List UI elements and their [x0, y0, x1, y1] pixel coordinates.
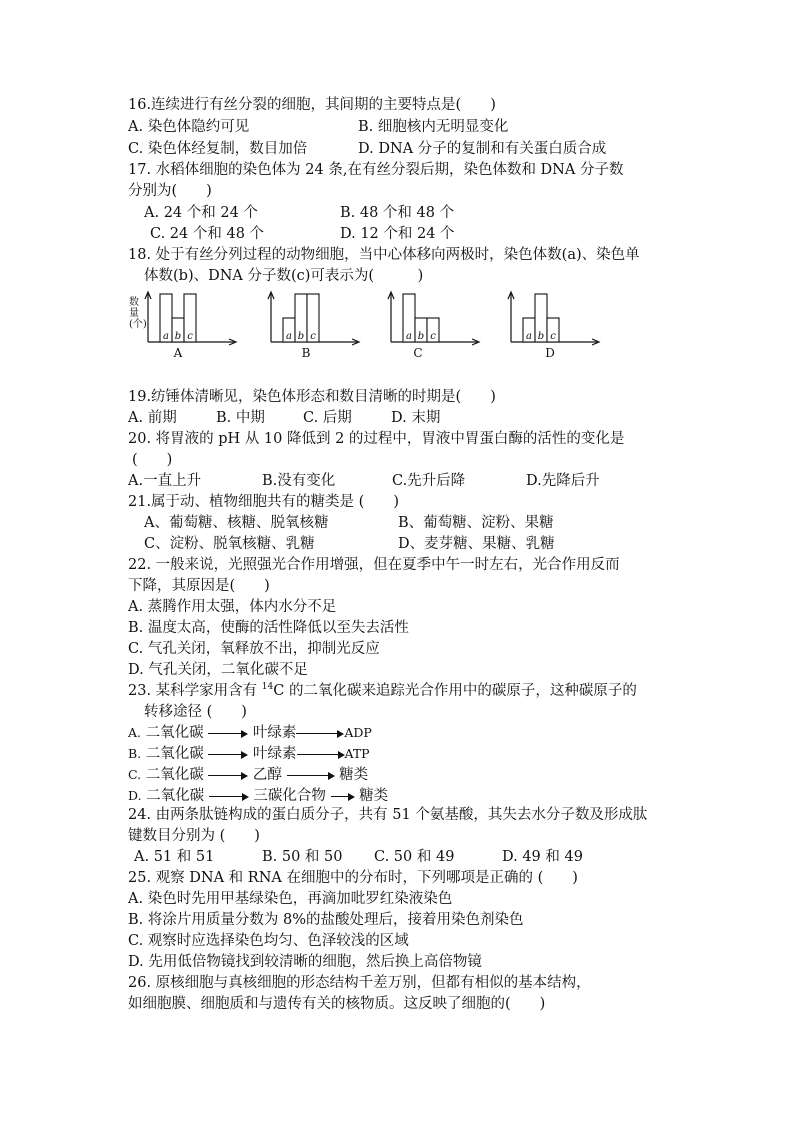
q16-option-a: A. 染色体隐约可见: [128, 119, 250, 135]
arrow-right-icon: [208, 770, 248, 780]
q24-stem-line1: 24. 由两条肽链构成的蛋白质分子，共有 51 个氨基酸，其失去水分子数及形成肽: [128, 807, 648, 823]
q22-option-b: B. 温度太高，使酶的活性降低以至失去活性: [128, 620, 409, 636]
q24-option-a: A. 51 和 51: [134, 849, 215, 865]
q19-option-d: D. 末期: [391, 410, 441, 426]
q23-option-a-step2: 叶绿素: [252, 725, 297, 741]
q23-option-b-step1: 二氧化碳: [145, 746, 204, 762]
arrow-right-icon: [297, 749, 345, 759]
chart-a-bar-label-b: b: [174, 331, 182, 342]
q23-option-c-letter: C.: [128, 767, 142, 782]
q18-chart-label-b: B: [301, 346, 311, 360]
q18-chart-svg: [385, 290, 485, 362]
q20-option-d: D.先降后升: [526, 473, 600, 489]
arrow-right-icon: [287, 770, 335, 780]
q23-stem-post: C 的二氧化碳来追踪光合作用中的碳原子，这种碳原子的: [273, 683, 637, 699]
q23-option-d-step2: 三碳化合物: [253, 788, 326, 804]
q18-stem-line1: 18. 处于有丝分列过程的动物细胞，当中心体移向两极时，染色体数(a)、染色单: [128, 247, 640, 263]
q22-stem-line2: 下降，其原因是( ): [128, 578, 270, 594]
q23-stem-line2: 转移途径 ( ): [144, 704, 247, 720]
q21-stem: 21.属于动、植物细胞共有的糖类是 ( ): [128, 494, 399, 510]
arrow-right-icon: [296, 728, 344, 738]
q20-stem-line2: ( ): [132, 452, 173, 468]
q23-option-a-step3: ADP: [344, 725, 372, 740]
q23-option-b: [128, 744, 370, 764]
q23-option-c-step2: 乙醇: [252, 767, 282, 783]
q23-stem-line1: [128, 681, 637, 701]
q20-stem-line1: 20. 将胃液的 pH 从 10 降低到 2 的过程中，胃液中胃蛋白酶的活性的变化是: [128, 431, 625, 447]
q23-option-b-step3: ATP: [344, 746, 370, 761]
q18-chart-label-d: D: [545, 346, 555, 360]
q23-option-a-letter: A.: [128, 725, 142, 740]
q21-option-a: A、葡萄糖、核糖、脱氧核糖: [144, 515, 329, 531]
arrow-right-icon: [208, 749, 248, 759]
q25-option-d: D. 先用低倍物镜找到较清晰的细胞，然后换上高倍物镜: [128, 954, 482, 970]
q22-option-d: D. 气孔关闭，二氧化碳不足: [128, 662, 308, 678]
arrow-right-icon: [208, 728, 248, 738]
q16-option-c: C. 染色体经复制，数目加倍: [128, 141, 308, 157]
q19-option-a: A. 前期: [128, 410, 177, 426]
q23-option-d: [128, 786, 388, 806]
q19-option-b: B. 中期: [216, 410, 265, 426]
chart-d-bar-label-b: b: [537, 331, 545, 342]
q17-option-c: C. 24 个和 48 个: [150, 226, 265, 242]
q26-stem-line2: 如细胞膜、细胞质和与遗传有关的核物质。这反映了细胞的( ): [128, 996, 546, 1012]
q22-stem-line1: 22. 一般来说，光照强光合作用增强，但在夏季中午一时左右，光合作用反而: [128, 557, 620, 573]
q17-option-a: A. 24 个和 24 个: [144, 205, 258, 221]
q24-option-b: B. 50 和 50: [262, 849, 343, 865]
q23-option-a: [128, 723, 372, 743]
q23-option-c-step3: 糖类: [339, 767, 369, 783]
q18-chart-c: [385, 290, 485, 362]
q16-option-d: D. DNA 分子的复制和有关蛋白质合成: [358, 141, 607, 157]
q18-stem-line2: 体数(b)、DNA 分子数(c)可表示为( ): [144, 268, 424, 284]
chart-d-bar-label-a: a: [526, 331, 532, 342]
q25-option-a: A. 染色时先用甲基绿染色，再滴加吡罗红染液染色: [128, 891, 453, 907]
q19-stem: 19.纺锤体清晰见，染色体形态和数目清晰的时期是( ): [128, 389, 496, 405]
chart-b-bar-label-b: b: [297, 331, 305, 342]
chart-b-bar-label-a: a: [286, 331, 292, 342]
q17-stem-line2: 分别为( ): [128, 183, 212, 199]
q25-stem: 25. 观察 DNA 和 RNA 在细胞中的分布时，下列哪项是正确的 ( ): [128, 870, 578, 886]
q26-stem-line1: 26. 原核细胞与真核细胞的形态结构千差万别，但都有相似的基本结构，: [128, 975, 591, 991]
q23-option-d-letter: D.: [128, 788, 142, 803]
q23-option-c-step1: 二氧化碳: [145, 767, 204, 783]
q23-option-b-step2: 叶绿素: [253, 746, 297, 762]
q21-option-c: C、淀粉、脱氧核糖、乳糖: [144, 536, 315, 552]
chart-b-bar-label-c: c: [310, 331, 316, 342]
q20-option-c: C.先升后降: [392, 473, 466, 489]
q17-option-d: D. 12 个和 24 个: [340, 226, 455, 242]
chart-a-bar-label-a: a: [163, 331, 169, 342]
arrow-right-icon: [209, 791, 249, 801]
arrow-right-icon: [331, 791, 355, 801]
chart-d-bar-label-c: c: [550, 331, 556, 342]
q18-chart-label-a: A: [173, 346, 183, 360]
q24-option-d: D. 49 和 49: [502, 849, 583, 865]
q16-stem: 16.连续进行有丝分裂的细胞，其间期的主要特点是( ): [128, 97, 496, 113]
q23-option-b-letter: B.: [128, 746, 142, 761]
q17-stem-line1: 17. 水稻体细胞的染色体为 24 条,在有丝分裂后期，染色体数和 DNA 分子数: [128, 162, 624, 178]
chart-a-bar-label-c: c: [187, 331, 193, 342]
q24-stem-line2: 键数目分别为 ( ): [128, 828, 260, 844]
q24-option-c: C. 50 和 49: [374, 849, 455, 865]
q21-option-b: B、葡萄糖、淀粉、果糖: [398, 515, 554, 531]
q18-y-axis-label: 数量(个): [129, 297, 147, 330]
q22-option-a: A. 蒸腾作用太强，体内水分不足: [128, 599, 337, 615]
chart-c-bar-label-a: a: [406, 331, 412, 342]
q22-option-c: C. 气孔关闭，氧释放不出，抑制光反应: [128, 641, 380, 657]
q16-option-b: B. 细胞核内无明显变化: [358, 119, 509, 135]
q17-option-b: B. 48 个和 48 个: [340, 205, 455, 221]
q21-option-d: D、麦芽糖、果糖、乳糖: [398, 536, 555, 552]
q18-chart-label-c: C: [413, 346, 423, 360]
chart-c-bar-label-c: c: [430, 331, 436, 342]
q20-option-b: B.没有变化: [262, 473, 336, 489]
q23-option-d-step1: 二氧化碳: [146, 788, 205, 804]
q23-stem-pre: 23. 某科学家用含有: [128, 683, 262, 699]
q19-option-c: C. 后期: [303, 410, 352, 426]
q20-option-a: A.一直上升: [128, 473, 202, 489]
chart-c-bar-label-b: b: [417, 331, 425, 342]
q23-option-d-step3: 糖类: [359, 788, 389, 804]
q23-option-a-step1: 二氧化碳: [145, 725, 204, 741]
q23-isotope-superscript: 14: [261, 682, 274, 693]
q23-option-c: [128, 765, 368, 785]
q25-option-c: C. 观察时应选择染色均匀、色泽较浅的区域: [128, 933, 409, 949]
q25-option-b: B. 将涂片用质量分数为 8%的盐酸处理后，接着用染色剂染色: [128, 912, 524, 928]
